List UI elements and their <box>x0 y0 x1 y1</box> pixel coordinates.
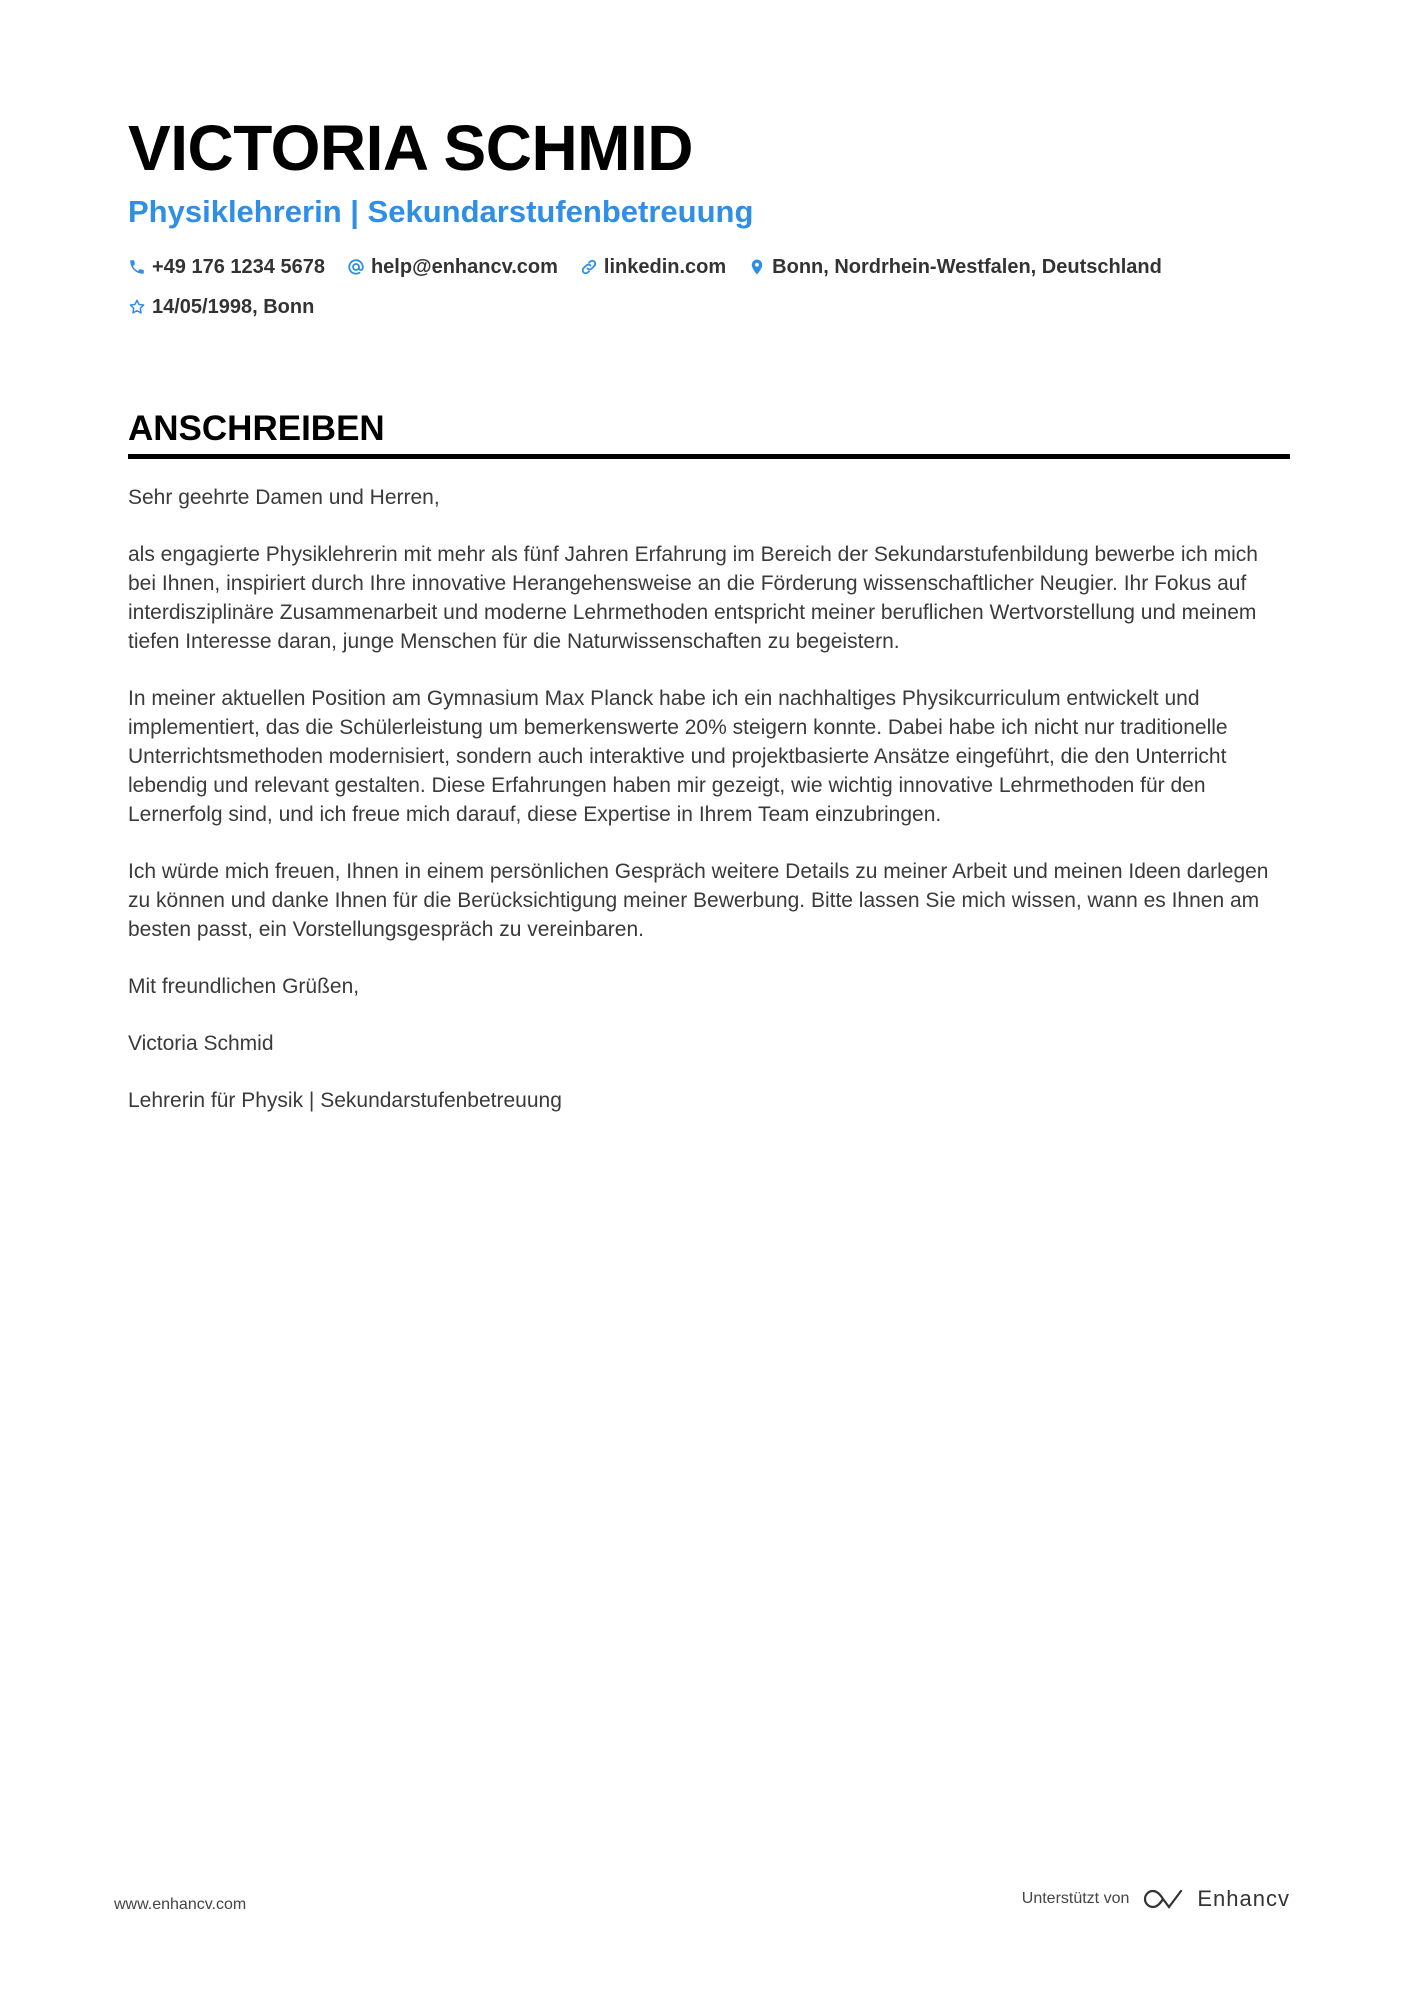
enhancv-logo-text: Enhancv <box>1197 1886 1290 1911</box>
contact-location-text: Bonn, Nordrhein-Westfalen, Deutschland <box>772 256 1162 278</box>
contact-birth-text: 14/05/1998, Bonn <box>152 296 315 318</box>
contact-email-text: help@enhancv.com <box>370 256 558 278</box>
phone-icon <box>128 258 146 276</box>
cover-letter-section <box>128 408 1290 1143</box>
letter-paragraph: als engagierte Physiklehrerin mit mehr als fünf Jahren Erfahrung im Bereich der Sekundarstufenbildung bewerbe ich mich bei Ihnen, inspiriert durch Ihre innovative Herangehensweise an die Förderung wissenschaftlicher Neugier. Ihr Fokus auf interdisziplinäre Zusammenarbeit und moderne Lehrmethoden entspricht meiner beruflichen Wertvorstellung und meinem tiefen Interesse daran, junge Menschen für die Naturwissenschaften zu begeistern. <box>128 543 1258 653</box>
letter-signature: Victoria Schmid <box>128 1032 274 1055</box>
link-icon <box>580 258 598 276</box>
letter-salutation: Sehr geehrte Damen und Herren, <box>128 486 440 509</box>
contact-phone-text: +49 176 1234 5678 <box>152 256 325 278</box>
section-title: ANSCHREIBEN <box>128 409 385 448</box>
letter-paragraph: Ich würde mich freuen, Ihnen in einem persönlichen Gespräch weitere Details zu meiner Arbeit und meinen Ideen darlegen zu können und danke Ihnen für die Berücksichtigung meiner Bewerbung. Bitte lassen Sie mich wissen, wann es Ihnen am besten passt, ein Vorstellungsgespräch zu vereinbaren. <box>128 860 1269 941</box>
location-icon <box>748 258 766 276</box>
powered-by-label: Unterstützt von <box>1021 1890 1130 1907</box>
letter-body <box>128 483 1290 1115</box>
contact-list <box>128 254 1288 320</box>
star-icon <box>128 298 146 316</box>
contact-email[interactable] <box>347 254 558 280</box>
at-icon <box>347 258 365 276</box>
footer-website-link[interactable]: www.enhancv.com <box>114 1896 247 1913</box>
applicant-name: VICTORIA SCHMID <box>128 112 693 184</box>
enhancv-logo-icon <box>1141 1886 1187 1912</box>
applicant-title: Physiklehrerin | Sekundarstufenbetreuung <box>128 194 754 229</box>
contact-linkedin-text: linkedin.com <box>603 256 727 278</box>
footer-branding <box>1022 1886 1290 1912</box>
letter-signature-title: Lehrerin für Physik | Sekundarstufenbetreuung <box>128 1089 562 1112</box>
contact-phone[interactable] <box>128 254 325 280</box>
contact-location <box>748 254 1162 280</box>
section-divider <box>128 454 1290 459</box>
contact-linkedin[interactable] <box>580 254 726 280</box>
contact-birth <box>128 294 314 320</box>
letter-closing: Mit freundlichen Grüßen, <box>128 975 360 998</box>
resume-header <box>128 112 1288 320</box>
letter-paragraph: In meiner aktuellen Position am Gymnasium Max Planck habe ich ein nachhaltiges Physikcurriculum entwickelt und implementiert, das die Schülerleistung um bemerkenswerte 20% steigern konnte. Dabei habe ich nicht nur traditionelle Unterrichtsmethoden modernisiert, sondern auch interaktive und projektbasierte Ansätze eingeführt, die den Unterricht lebendig und relevant gestalten. Diese Erfahrungen haben mir gezeigt, wie wichtig innovative Lehrmethoden für den Lernerfolg sind, und ich freue mich darauf, diese Expertise in Ihrem Team einzubringen. <box>128 687 1228 826</box>
